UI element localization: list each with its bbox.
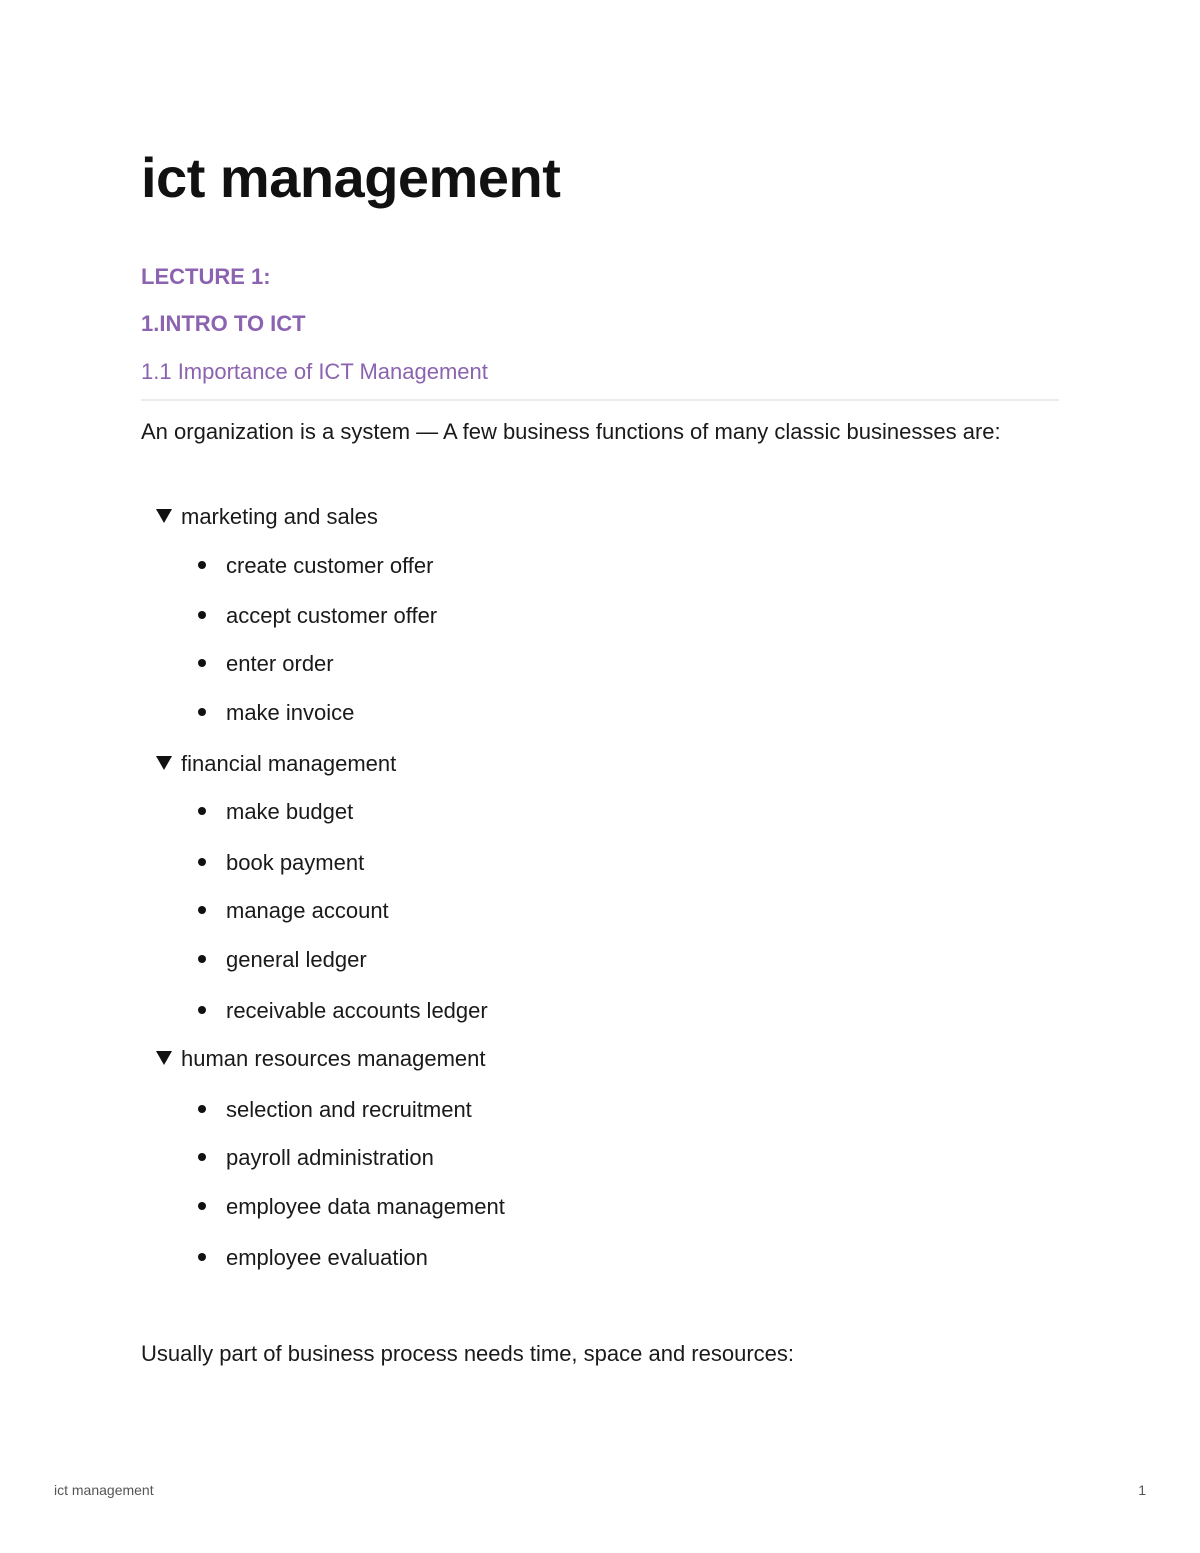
list-item-text: employee evaluation	[226, 1245, 428, 1270]
toggle-label: human resources management	[181, 1046, 486, 1071]
bullet-icon	[198, 1006, 206, 1014]
list-item	[198, 649, 334, 679]
bullet-icon	[198, 1202, 206, 1210]
list-item	[198, 848, 364, 878]
toggle-human-resources-management[interactable]	[156, 1044, 486, 1074]
list-item	[198, 698, 354, 728]
list-item	[198, 896, 389, 926]
list-item	[198, 797, 353, 827]
footer-title: ict management	[54, 1482, 154, 1498]
divider	[141, 399, 1059, 401]
bullet-icon	[198, 1253, 206, 1261]
bullet-icon	[198, 659, 206, 667]
bullet-icon	[198, 955, 206, 963]
list-item	[198, 996, 488, 1026]
closing-paragraph: Usually part of business process needs time, space and resources:	[141, 1341, 794, 1366]
list-item	[198, 1192, 505, 1222]
toggle-financial-management[interactable]	[156, 749, 396, 779]
list-item-text: book payment	[226, 850, 365, 875]
bullet-icon	[198, 708, 206, 716]
list-item	[198, 1143, 434, 1173]
toggle-triangle-icon[interactable]	[156, 1051, 172, 1065]
heading-importance: 1.1 Importance of ICT Management	[141, 359, 488, 384]
toggle-label: marketing and sales	[181, 504, 378, 529]
bullet-icon	[198, 1153, 206, 1161]
bullet-icon	[198, 807, 206, 815]
list-item-text: receivable accounts ledger	[226, 998, 488, 1023]
heading-lecture: LECTURE 1:	[141, 264, 271, 289]
toggle-triangle-icon[interactable]	[156, 756, 172, 770]
bullet-icon	[198, 858, 206, 866]
list-item-text: make budget	[226, 799, 354, 824]
list-item-text: make invoice	[226, 700, 355, 725]
list-item-text: accept customer offer	[226, 603, 438, 628]
list-item-text: payroll administration	[226, 1145, 434, 1170]
bullet-icon	[198, 611, 206, 619]
list-item-text: selection and recruitment	[226, 1097, 472, 1122]
list-item	[198, 945, 367, 975]
list-item-text: manage account	[226, 898, 389, 923]
bullet-icon	[198, 561, 206, 569]
page-number: 1	[1138, 1482, 1146, 1498]
toggle-marketing-and-sales[interactable]	[156, 502, 378, 532]
intro-paragraph: An organization is a system — A few business functions of many classic businesses are:	[141, 419, 1001, 444]
list-item	[198, 601, 437, 631]
list-item	[198, 1243, 428, 1273]
list-item	[198, 551, 433, 581]
list-item-text: create customer offer	[226, 553, 434, 578]
list-item-text: employee data management	[226, 1194, 505, 1219]
bullet-icon	[198, 906, 206, 914]
list-item-text: enter order	[226, 651, 334, 676]
list-item-text: general ledger	[226, 947, 367, 972]
bullet-icon	[198, 1105, 206, 1113]
toggle-triangle-icon[interactable]	[156, 509, 172, 523]
list-item	[198, 1095, 472, 1125]
heading-intro: 1.INTRO TO ICT	[141, 311, 306, 336]
toggle-label: financial management	[181, 751, 397, 776]
page-title: ict management	[141, 146, 561, 209]
